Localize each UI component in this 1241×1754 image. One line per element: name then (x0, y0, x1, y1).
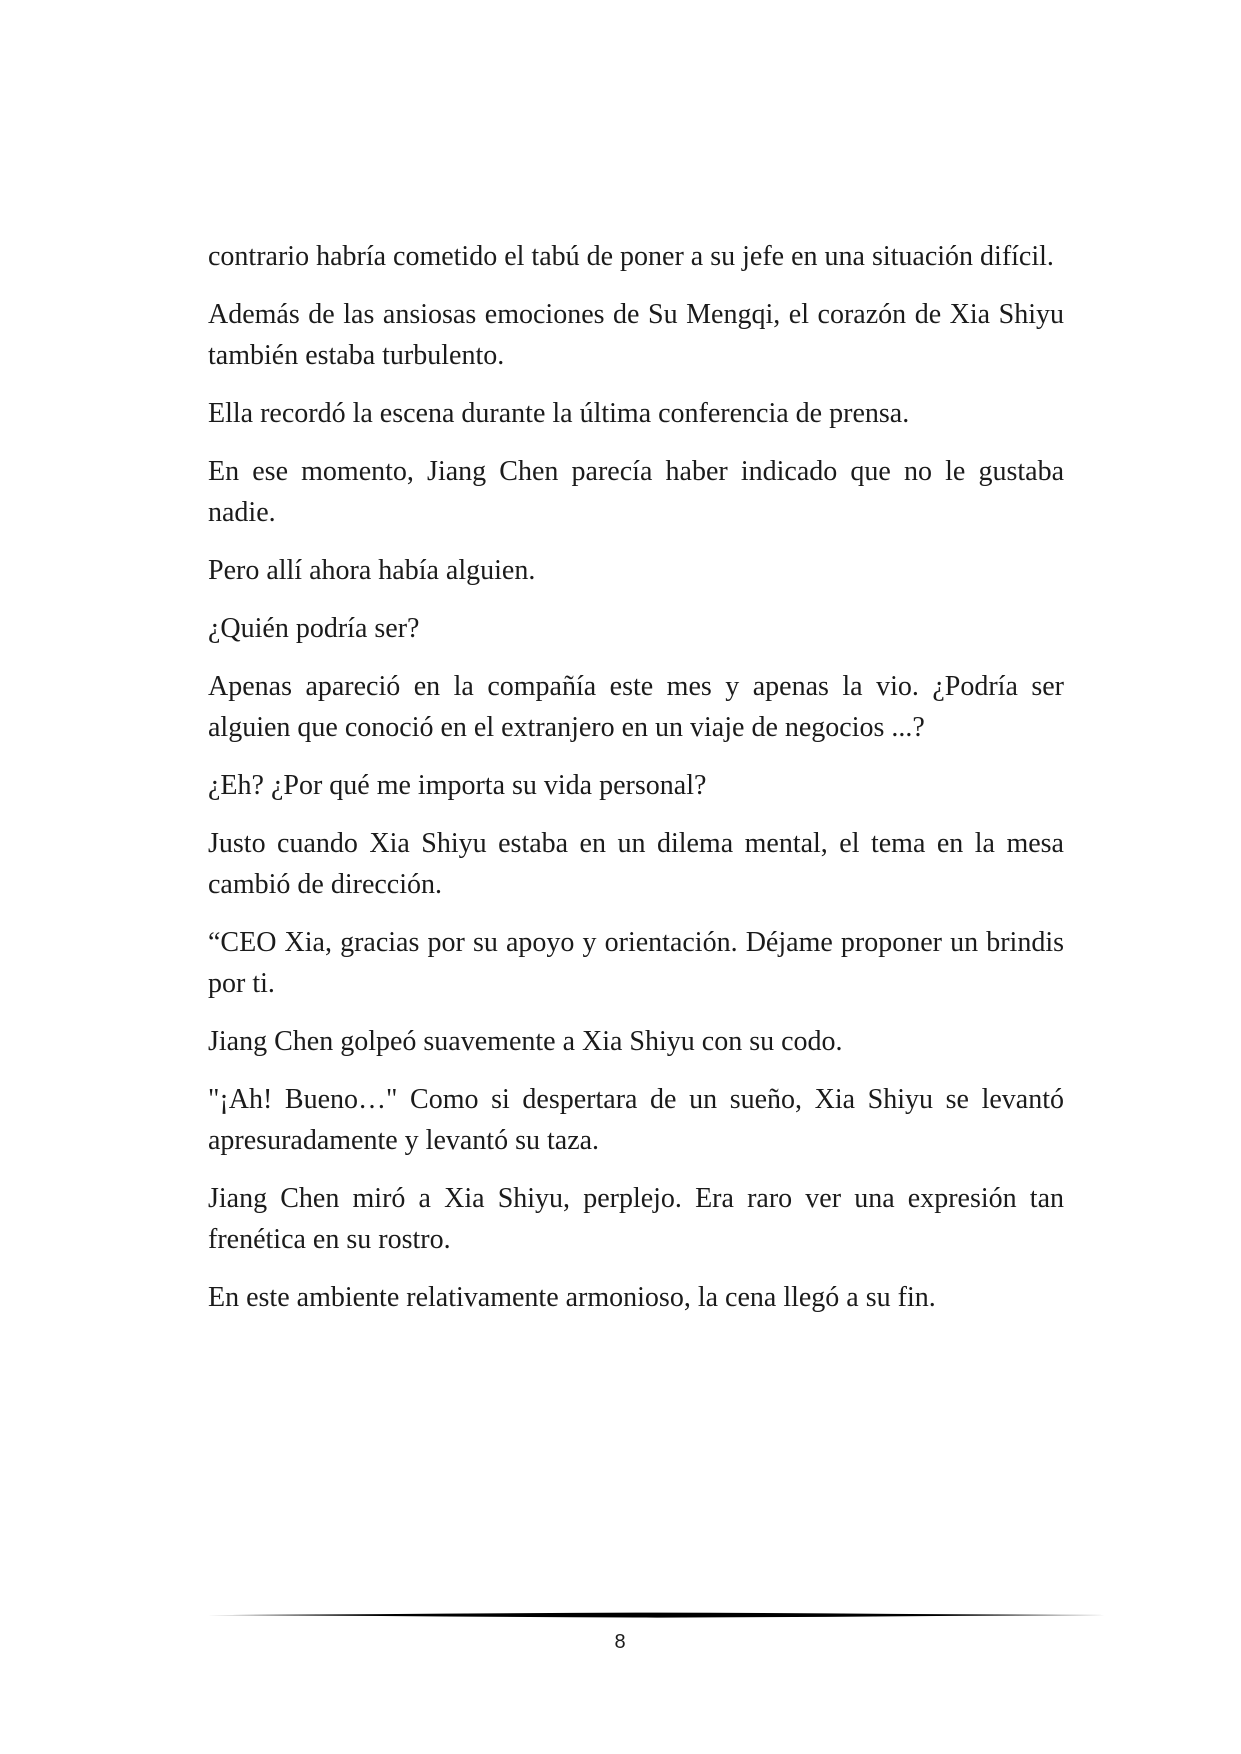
paragraph-3: Ella recordó la escena durante la última conferencia de prensa. (208, 398, 910, 429)
paragraph-7: Apenas apareció en la compañía este mes y apenas la vio. ¿Podría ser alguien que conoció en el extranjero en un viaje de negocios ...? (208, 671, 1064, 743)
paragraph-10: “CEO Xia, gracias por su apoyo y orientación. Déjame proponer un brindis por ti. (208, 927, 1064, 999)
page-number: 8 (614, 1631, 626, 1653)
paragraph-4: En ese momento, Jiang Chen parecía haber indicado que no le gustaba nadie. (208, 456, 1064, 528)
paragraph-6: ¿Quién podría ser? (208, 613, 420, 644)
paragraph-8: ¿Eh? ¿Por qué me importa su vida personal? (208, 770, 707, 801)
paragraph-9: Justo cuando Xia Shiyu estaba en un dilema mental, el tema en la mesa cambió de dirección. (208, 828, 1064, 900)
paragraph-14: En este ambiente relativamente armonioso, la cena llegó a su fin. (208, 1282, 936, 1313)
paragraph-11: Jiang Chen golpeó suavemente a Xia Shiyu con su codo. (208, 1026, 843, 1057)
footer-rule (207, 1609, 1106, 1621)
paragraph-13: Jiang Chen miró a Xia Shiyu, perplejo. Era raro ver una expresión tan frenética en su rostro. (208, 1183, 1064, 1255)
paragraph-2: Además de las ansiosas emociones de Su Mengqi, el corazón de Xia Shiyu también estaba turbulento. (208, 299, 1064, 371)
paragraph-1: contrario habría cometido el tabú de poner a su jefe en una situación difícil. (208, 241, 1054, 272)
paragraph-5: Pero allí ahora había alguien. (208, 555, 536, 586)
paragraph-12: "¡Ah! Bueno…" Como si despertara de un sueño, Xia Shiyu se levantó apresuradamente y levantó su taza. (208, 1084, 1064, 1156)
body-text (208, 236, 1064, 1335)
